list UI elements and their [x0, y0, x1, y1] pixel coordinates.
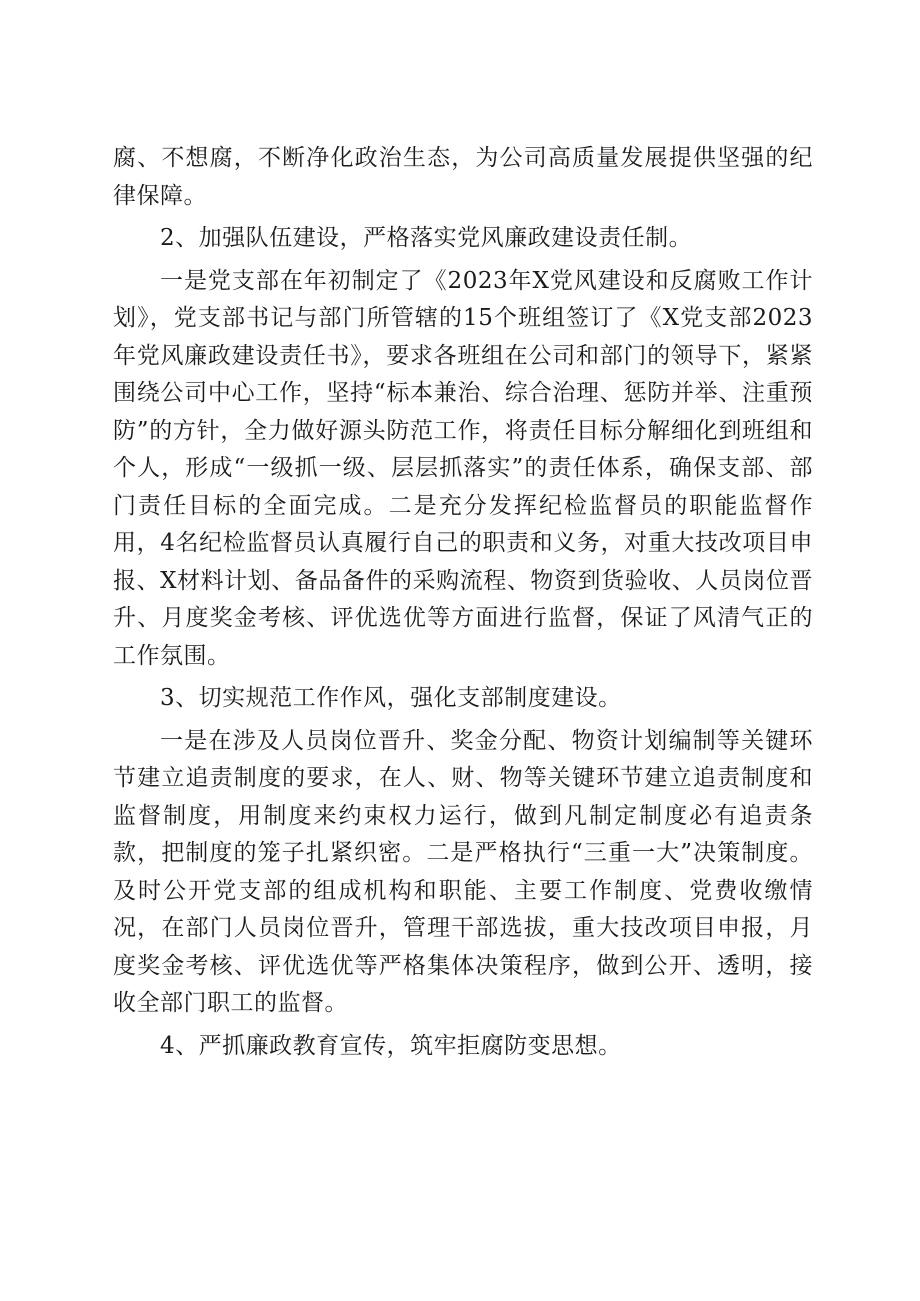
section-heading-4: 4、严抓廉政教育宣传，筑牢拒腐防变思想。: [160, 1032, 622, 1059]
paragraph-continuation: 腐、不想腐，不断净化政治生态，为公司高质量发展提供坚强的纪律保障。: [113, 145, 813, 209]
document-page: [113, 140, 813, 1065]
section-heading-2: 2、加强队伍建设，严格落实党风廉政建设责任制。: [160, 225, 693, 251]
paragraph-body-2: 一是党支部在年初制定了《2023年X党风建设和反腐败工作计划》，党支部书记与部门所管辖的15个班组签订了《X党支部2023年党风廉政建设责任书》，要求各班组在公司和部门的领导下，紧紧围绕公司中心工作，坚持“标本兼治、综合治理、惩防并举、注重预防”的方针，全力做好源头防范工作，将责任目标分解细化到班组和个人，形成“一级抓一级、层层抓落实”的责任体系，确保支部、部门责任目标的全面完成。二是充分发挥纪检监督员的职能监督作用，4名纪检监督员认真履行自己的职责和义务，对重大技改项目申报、X材料计划、备品备件的采购流程、物资到货验收、人员岗位晋升、月度奖金考核、评优选优等方面进行监督，保证了风清气正的工作氛围。: [113, 267, 813, 669]
paragraph-body-3: 一是在涉及人员岗位晋升、奖金分配、物资计划编制等关键环节建立追责制度的要求，在人、财、物等关键环节建立追责制度和监督制度，用制度来约束权力运行，做到凡制定制度必有追责条款，把制度的笼子扎紧织密。二是严格执行“三重一大”决策制度。及时公开党支部的组成机构和职能、主要工作制度、党费收缴情况，在部门人员岗位晋升，管理干部选拔，重大技改项目申报，月度奖金考核、评优选优等严格集体决策程序，做到公开、透明，接收全部门职工的监督。: [113, 727, 813, 1016]
section-heading-3: 3、切实规范工作作风，强化支部制度建设。: [160, 685, 622, 711]
